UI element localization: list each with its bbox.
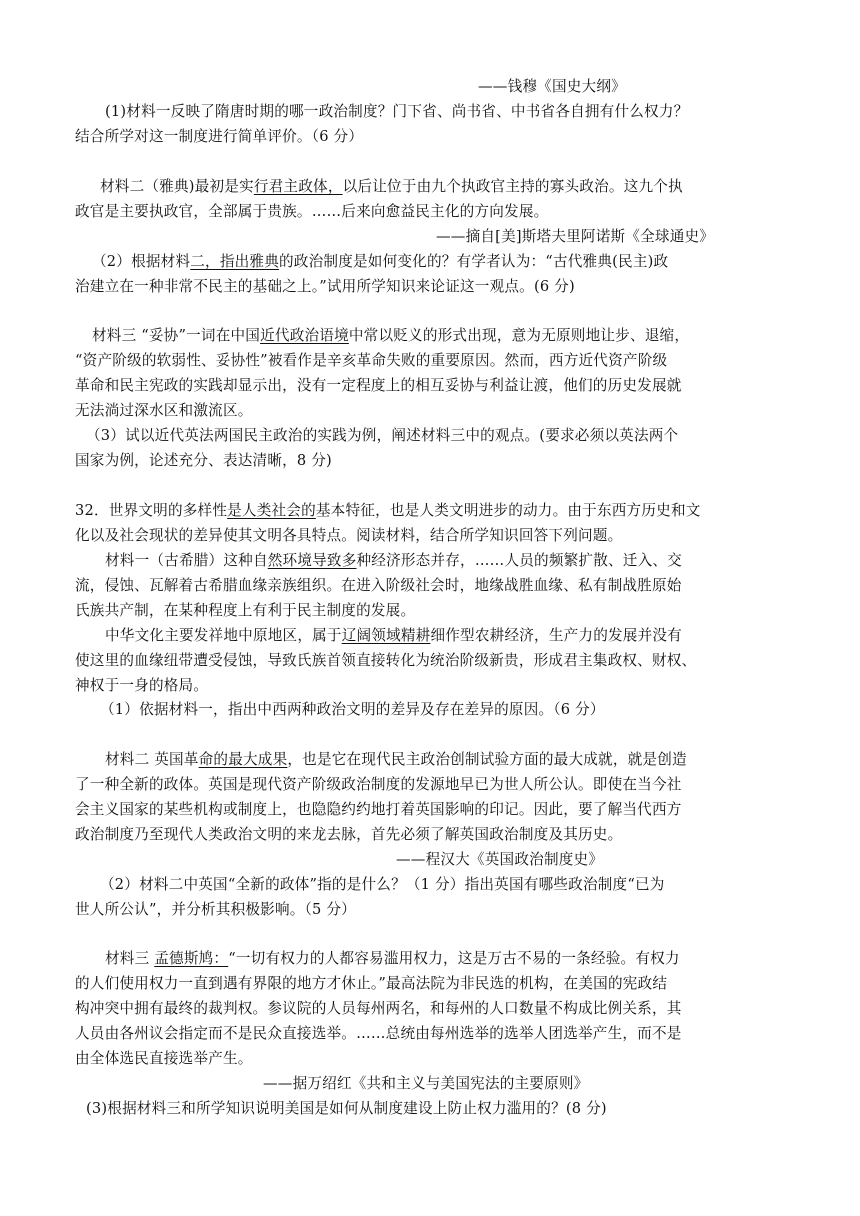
underlined-text: 是人类社会的 [227, 502, 316, 519]
material-line: “资产阶级的软弱性、妥协性”被看作是辛亥革命失败的重要原因。然而，西方近代资产阶级 [75, 352, 668, 369]
material-line: 材料三 “妥协”一词在中国近代政治语境中常以贬义的形式出现，意为无原则地让步、退缩， [92, 327, 690, 344]
material-line: 政治制度乃至现代人类政治文明的来龙去脉，首先必须了解英国政治制度及其历史。 [75, 826, 623, 843]
underlined-text: 近代政治语境 [260, 327, 349, 344]
material-line: 政官是主要执政官，全部属于贵族。……后来向愈益民主化的方向发展。 [75, 203, 549, 220]
underlined-text: 命的最大成果 [198, 751, 288, 768]
material-line: 材料一（古希腊）这种自然环境导致多种经济形态并存，……人员的频繁扩散、迁入、交 [105, 552, 682, 569]
source-citation: ——摘自[美]斯塔夫里阿诺斯《全球通史》 [436, 228, 715, 245]
material-line: 流，侵蚀、瓦解着古希腊血缘亲族组织。在进入阶级社会时，地缘战胜血缘、私有制战胜原始 [75, 577, 682, 594]
material-line: 中华文化主要发祥地中原地区，属于辽阔领域精耕细作型农耕经济，生产力的发展并没有 [105, 627, 682, 644]
question-line: (1)材料一反映了隋唐时期的哪一政治制度？门下省、尚书省、中书省各自拥有什么权力？ [105, 103, 689, 120]
source-citation: ——据万绍红《共和主义与美国宪法的主要原则》 [263, 1075, 589, 1092]
material-line: 会主义国家的某些机构或制度上，也隐隐约约地打着英国影响的印记。因此，要了解当代西方 [75, 801, 682, 818]
material-line: 无法淌过深水区和激流区。 [75, 402, 253, 419]
question-32-intro: 化以及社会现状的差异使其文明各具特点。阅读材料，结合所学知识回答下列问题。 [75, 527, 623, 544]
underlined-text: 行君主政体， [253, 178, 343, 195]
material-line: 氏族共产制，在某种程度上有利于民主制度的发展。 [75, 602, 416, 619]
question-line: 治建立在一种非常不民主的基础之上。”试用所学知识来论证这一观点。(6 分) [75, 278, 575, 295]
question-line: （2）材料二中英国“全新的政体”指的是什么？（1 分）指出英国有哪些政治制度“已为 [100, 876, 665, 893]
question-line: 世人所公认”，并分析其积极影响。（5 分） [75, 901, 356, 918]
underlined-text: 辽阔领域精耕 [341, 627, 431, 644]
material-line: 材料二（雅典)最初是实行君主政体，以后让位于由九个执政官主持的寡头政治。这九个执 [100, 178, 683, 195]
material-line: 人员由各州议会指定而不是民众直接选举。……总统由每州选举的选举人团选举产生，而不是 [75, 1025, 682, 1042]
material-line: 由全体选民直接选举产生。 [75, 1050, 253, 1067]
question-line: （3）试以近代英法两国民主政治的实践为例，阐述材料三中的观点。(要求必须以英法两个 [86, 427, 679, 444]
question-32-intro: 32．世界文明的多样性是人类社会的基本特征，也是人类文明进步的动力。由于东西方历史和文 [75, 502, 701, 519]
question-line: （2）根据材料二，指出雅典的政治制度是如何变化的？有学者认为：“古代雅典(民主)政 [92, 253, 669, 270]
material-line: 了一种全新的政体。英国是现代资产阶级政治制度的发源地早已为世人所公认。即使在当今社 [75, 776, 682, 793]
underlined-text: 孟德斯鸠： [154, 950, 229, 967]
source-citation: ——钱穆《国史大纲》 [478, 78, 626, 95]
question-line: 国家为例，论述充分、表达清晰，8 分) [75, 452, 332, 469]
underlined-text: 然环境导致多 [267, 552, 357, 569]
material-line: 神权于一身的格局。 [75, 677, 209, 694]
question-line: (3)根据材料三和所学知识说明美国是如何从制度建设上防止权力滥用的？(8 分) [86, 1100, 607, 1117]
material-line: 材料三 孟德斯鸠：“一切有权力的人都容易滥用权力，这是万古不易的一条经验。有权力 [105, 950, 680, 967]
question-line: 结合所学对这一制度进行简单评价。（6 分） [75, 128, 364, 145]
material-line: 革命和民主宪政的实践却显示出，没有一定程度上的相互妥协与利益让渡，他们的历史发展就 [75, 377, 682, 394]
underlined-text: 二，指出雅典 [190, 253, 280, 270]
material-line: 构冲突中拥有最终的裁判权。参议院的人员每州两名，和每州的人口数量不构成比例关系，其 [75, 1000, 682, 1017]
question-line: （1）依据材料一，指出中西两种政治文明的差异及存在差异的原因。（6 分） [100, 701, 605, 718]
material-line: 的人们使用权力一直到遇有界限的地方才休止。”最高法院为非民选的机构，在美国的宪政结 [75, 975, 668, 992]
material-line: 材料二 英国革命的最大成果，也是它在现代民主政治创制试验方面的最大成就，就是创造 [105, 751, 687, 768]
source-citation: ——程汉大《英国政治制度史》 [396, 851, 604, 868]
material-line: 使这里的血缘纽带遭受侵蚀，导致氏族首领直接转化为统治阶级新贵，形成君主集政权、财权、 [75, 652, 697, 669]
